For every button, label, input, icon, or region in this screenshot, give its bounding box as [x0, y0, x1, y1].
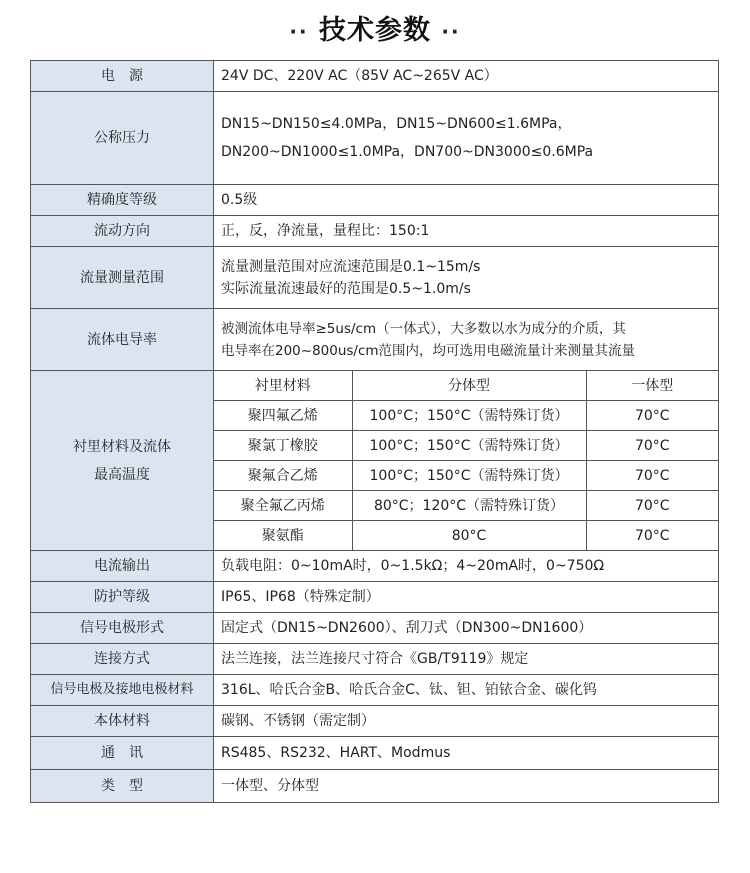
value-conductivity-line1: 被测流体电导率≥5us/cm（一体式），大多数以水为成分的介质，其: [221, 320, 626, 337]
lining-material: 聚全氟乙丙烯: [214, 491, 352, 521]
label-type: 类 型: [31, 770, 214, 803]
row-electrode-form: [31, 613, 719, 644]
lining-split: 80°C；120°C（需特殊订货）: [352, 491, 586, 521]
lining-split: 100°C；150°C（需特殊订货）: [352, 401, 586, 431]
lining-row: [214, 401, 718, 431]
label-electrode-material: 信号电极及接地电极材料: [31, 675, 214, 706]
lining-material: 聚四氟乙烯: [214, 401, 352, 431]
label-lining-line1: 衬里材料及流体: [73, 438, 171, 455]
value-accuracy: 0.5级: [214, 185, 719, 216]
lining-integral: 70°C: [586, 461, 718, 491]
row-conductivity: [31, 309, 719, 371]
label-protection: 防护等级: [31, 582, 214, 613]
label-accuracy: 精确度等级: [31, 185, 214, 216]
value-electrode-material: 316L、哈氏合金B、哈氏合金C、钛、钽、铂铱合金、碳化钨: [214, 675, 719, 706]
row-direction: [31, 216, 719, 247]
value-power: 24V DC、220V AC（85V AC~265V AC）: [214, 61, 719, 92]
page-title: 技术参数: [319, 15, 431, 46]
lining-header-row: [214, 371, 718, 401]
label-range: 流量测量范围: [31, 247, 214, 309]
label-lining: [31, 371, 214, 551]
row-protection: [31, 582, 719, 613]
lining-integral: 70°C: [586, 521, 718, 551]
label-conductivity: 流体电导率: [31, 309, 214, 371]
label-lining-line2: 最高温度: [94, 466, 150, 483]
value-conductivity: [214, 309, 719, 371]
lining-head-integral: 一体型: [586, 371, 718, 401]
lining-row: [214, 461, 718, 491]
row-body: [31, 706, 719, 737]
lining-integral: 70°C: [586, 491, 718, 521]
lining-row: [214, 491, 718, 521]
label-output: 电流输出: [31, 551, 214, 582]
value-range-line1: 流量测量范围对应流速范围是0.1~15m/s: [221, 258, 481, 275]
page-header: [0, 0, 750, 60]
lining-split: 80°C: [352, 521, 586, 551]
row-electrode-material: [31, 675, 719, 706]
title-dots-left: ··: [289, 19, 309, 44]
value-protection: IP65、IP68（特殊定制）: [214, 582, 719, 613]
row-comm: [31, 737, 719, 770]
row-accuracy: [31, 185, 719, 216]
value-range: [214, 247, 719, 309]
label-electrode-form: 信号电极形式: [31, 613, 214, 644]
row-output: [31, 551, 719, 582]
spec-table: [30, 60, 719, 803]
value-direction: 正，反，净流量，量程比：150:1: [214, 216, 719, 247]
lining-split: 100°C；150°C（需特殊订货）: [352, 461, 586, 491]
lining-table: [214, 371, 718, 550]
row-power: [31, 61, 719, 92]
lining-integral: 70°C: [586, 431, 718, 461]
value-electrode-form: 固定式（DN15~DN2600）、刮刀式（DN300~DN1600）: [214, 613, 719, 644]
label-pressure: 公称压力: [31, 92, 214, 185]
page-title-group: [289, 8, 460, 47]
value-connection: 法兰连接，法兰连接尺寸符合《GB/T9119》规定: [214, 644, 719, 675]
label-connection: 连接方式: [31, 644, 214, 675]
lining-head-material: 衬里材料: [214, 371, 352, 401]
label-body: 本体材料: [31, 706, 214, 737]
label-power: 电 源: [31, 61, 214, 92]
row-lining: [31, 371, 719, 551]
row-range: [31, 247, 719, 309]
lining-split: 100°C；150°C（需特殊订货）: [352, 431, 586, 461]
label-direction: 流动方向: [31, 216, 214, 247]
title-dots-right: ··: [441, 19, 461, 44]
row-pressure: [31, 92, 719, 185]
lining-head-split: 分体型: [352, 371, 586, 401]
lining-material: 聚氨酯: [214, 521, 352, 551]
row-connection: [31, 644, 719, 675]
value-body: 碳钢、不锈钢（需定制）: [214, 706, 719, 737]
value-comm: RS485、RS232、HART、Modmus: [214, 737, 719, 770]
lining-material: 聚氯丁橡胶: [214, 431, 352, 461]
value-pressure-line1: DN15~DN150≤4.0MPa，DN15~DN600≤1.6MPa，: [221, 116, 572, 132]
lining-row: [214, 521, 718, 551]
value-pressure-line2: DN200~DN1000≤1.0MPa，DN700~DN3000≤0.6MPa: [221, 144, 594, 160]
lining-cell: [214, 371, 719, 551]
value-conductivity-line2: 电导率在200~800us/cm范围内，均可选用电磁流量计来测量其流量: [221, 342, 636, 359]
row-type: [31, 770, 719, 803]
value-pressure: [214, 92, 719, 185]
lining-row: [214, 431, 718, 461]
value-range-line2: 实际流量流速最好的范围是0.5~1.0m/s: [221, 280, 471, 297]
value-type: 一体型、分体型: [214, 770, 719, 803]
lining-material: 聚氟合乙烯: [214, 461, 352, 491]
label-comm: 通 讯: [31, 737, 214, 770]
value-output: 负载电阻：0~10mA时，0~1.5kΩ；4~20mA时，0~750Ω: [214, 551, 719, 582]
lining-integral: 70°C: [586, 401, 718, 431]
